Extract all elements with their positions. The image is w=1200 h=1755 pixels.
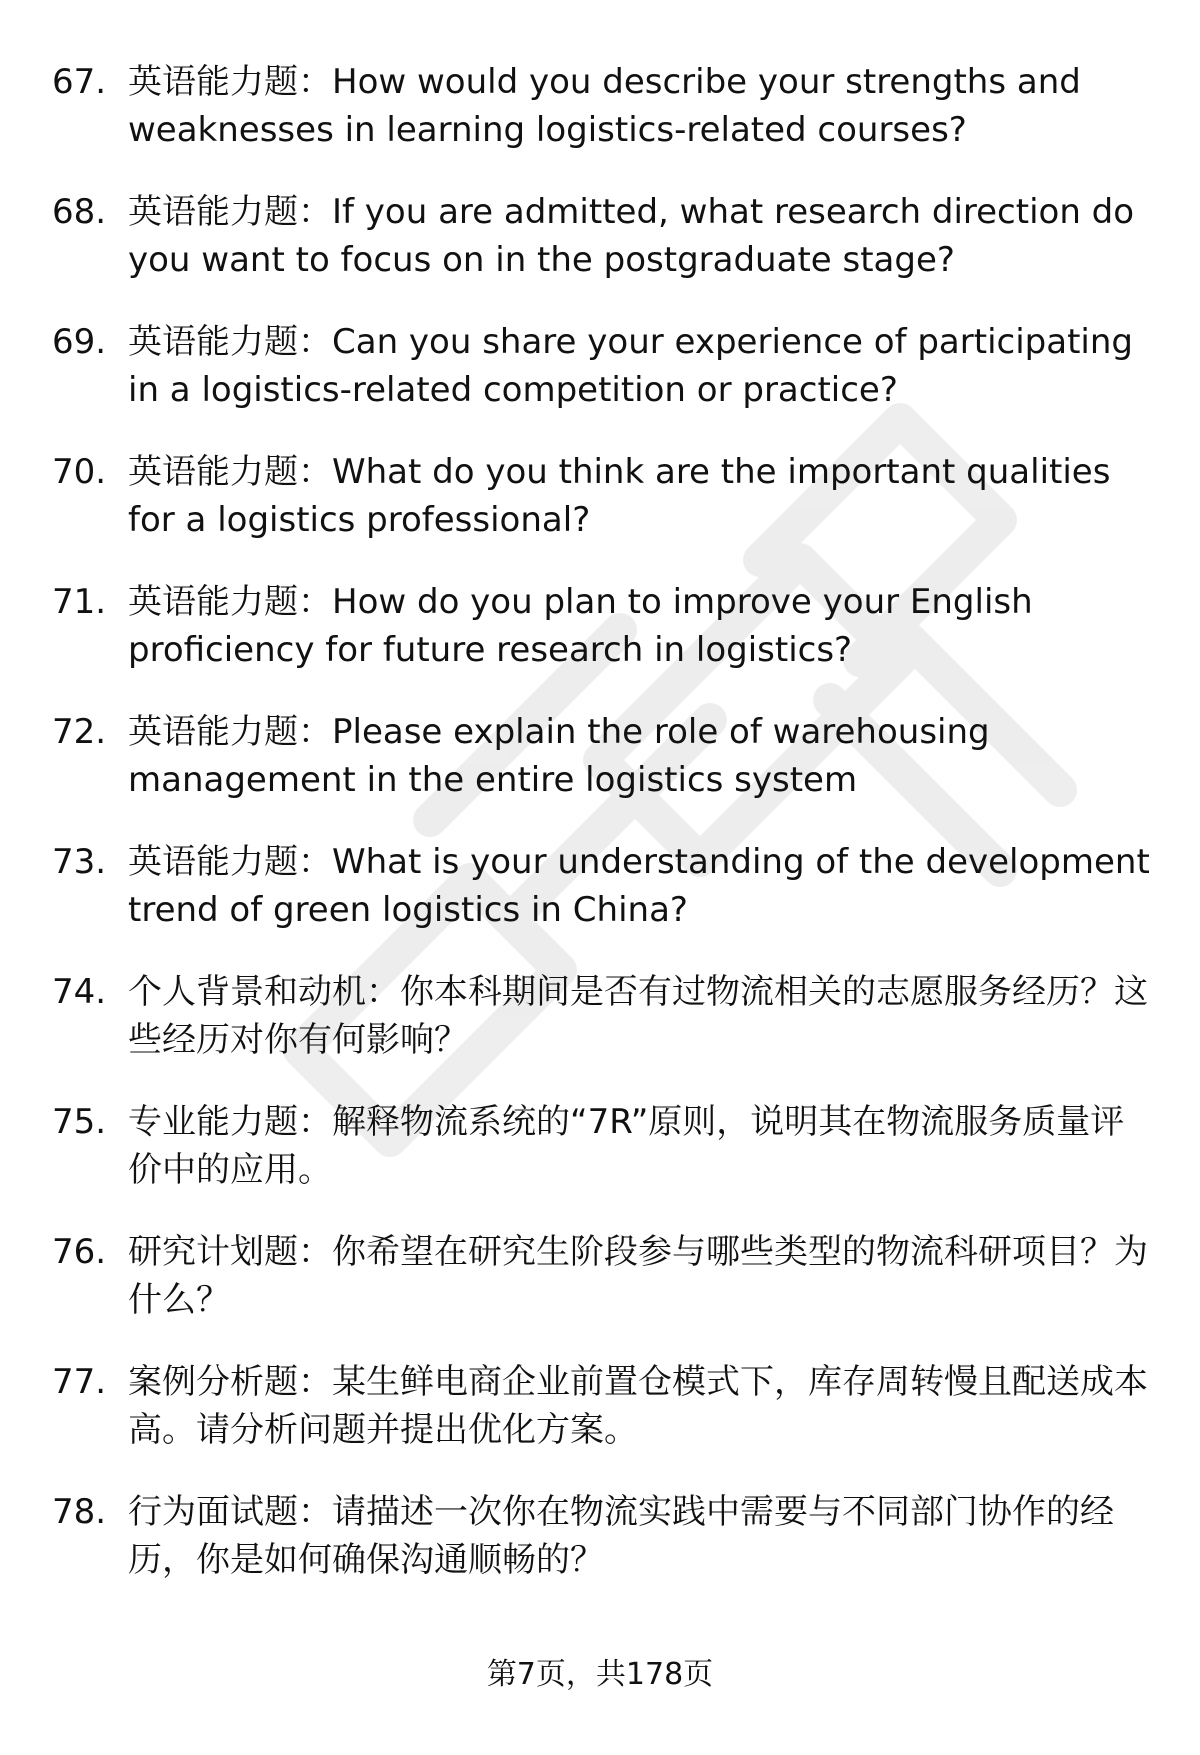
question-number: 78.: [52, 1492, 107, 1532]
question-item: [0, 318, 1200, 414]
question-item: [0, 1228, 1200, 1324]
question-text: 英语能力题：How do you plan to improve your English proficiency for future research in logistics?: [128, 582, 1033, 670]
question-item: [0, 838, 1200, 934]
question-text: 英语能力题：Can you share your experience of participating in a logistics-related competition or practice?: [128, 322, 1133, 410]
question-number: 70.: [52, 452, 107, 492]
question-number: 68.: [52, 192, 107, 232]
question-list: [0, 58, 1200, 1618]
question-text: 专业能力题：解释物流系统的“7R”原则，说明其在物流服务质量评价中的应用。: [128, 1102, 1125, 1190]
question-number: 76.: [52, 1232, 107, 1272]
question-item: [0, 578, 1200, 674]
question-number: 73.: [52, 842, 107, 882]
question-text: 英语能力题：What is your understanding of the development trend of green logistics in China?: [128, 842, 1150, 930]
question-text: 英语能力题：Please explain the role of warehousing management in the entire logistics system: [128, 712, 990, 800]
question-number: 69.: [52, 322, 107, 362]
question-text: 英语能力题：How would you describe your strengths and weaknesses in learning logistics-related courses?: [128, 62, 1081, 150]
question-item: [0, 708, 1200, 804]
question-item: [0, 448, 1200, 544]
question-item: [0, 968, 1200, 1064]
question-text: 个人背景和动机：你本科期间是否有过物流相关的志愿服务经历？这些经历对你有何影响？: [128, 972, 1148, 1060]
page-footer: 第7页，共178页: [486, 1657, 714, 1692]
question-text: 研究计划题：你希望在研究生阶段参与哪些类型的物流科研项目？为什么？: [128, 1232, 1148, 1320]
question-item: [0, 1098, 1200, 1194]
question-item: [0, 1358, 1200, 1454]
question-number: 77.: [52, 1362, 107, 1402]
question-text: 英语能力题：What do you think are the important qualities for a logistics professional?: [128, 452, 1111, 540]
question-item: [0, 1488, 1200, 1584]
question-text: 英语能力题：If you are admitted, what research direction do you want to focus on in the postgraduate stage?: [128, 192, 1135, 280]
question-number: 67.: [52, 62, 107, 102]
question-text: 行为面试题：请描述一次你在物流实践中需要与不同部门协作的经历，你是如何确保沟通顺畅的？: [128, 1492, 1114, 1580]
question-item: [0, 58, 1200, 154]
question-number: 71.: [52, 582, 107, 622]
question-number: 74.: [52, 972, 107, 1012]
question-item: [0, 188, 1200, 284]
question-number: 72.: [52, 712, 107, 752]
question-text: 案例分析题：某生鲜电商企业前置仓模式下，库存周转慢且配送成本高。请分析问题并提出优化方案。: [128, 1362, 1148, 1450]
question-number: 75.: [52, 1102, 107, 1142]
